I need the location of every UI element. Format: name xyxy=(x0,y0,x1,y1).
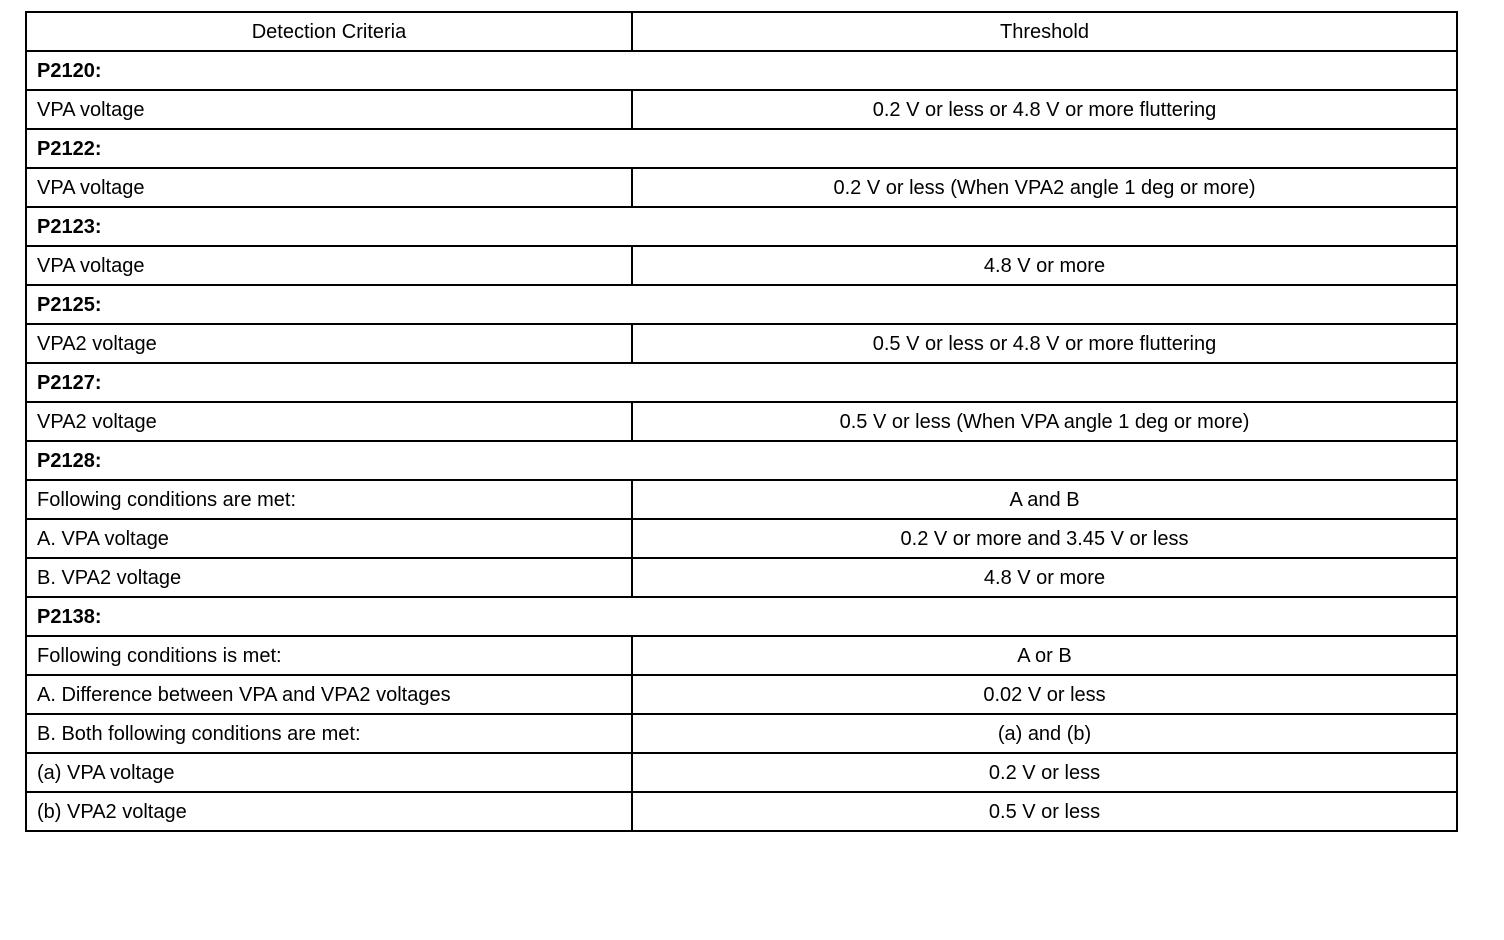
criteria-cell: B. Both following conditions are met: xyxy=(26,714,632,753)
threshold-cell: 0.2 V or less or 4.8 V or more fluttering xyxy=(632,90,1457,129)
dtc-code: P2127: xyxy=(26,363,1457,402)
threshold-cell: 0.5 V or less or 4.8 V or more fluttering xyxy=(632,324,1457,363)
threshold-cell: 0.2 V or less xyxy=(632,753,1457,792)
criteria-cell: VPA2 voltage xyxy=(26,402,632,441)
threshold-cell: 0.5 V or less xyxy=(632,792,1457,831)
table-row xyxy=(26,636,1457,675)
dtc-code-row xyxy=(26,51,1457,90)
table-body xyxy=(26,51,1457,831)
table-row xyxy=(26,168,1457,207)
threshold-cell: 0.5 V or less (When VPA angle 1 deg or more) xyxy=(632,402,1457,441)
threshold-cell: 0.2 V or less (When VPA2 angle 1 deg or more) xyxy=(632,168,1457,207)
table-row xyxy=(26,675,1457,714)
criteria-cell: B. VPA2 voltage xyxy=(26,558,632,597)
threshold-cell: A or B xyxy=(632,636,1457,675)
dtc-code-row xyxy=(26,441,1457,480)
criteria-cell: A. Difference between VPA and VPA2 voltages xyxy=(26,675,632,714)
table-row xyxy=(26,558,1457,597)
table-header xyxy=(26,12,1457,51)
criteria-cell: VPA voltage xyxy=(26,168,632,207)
threshold-cell: 0.02 V or less xyxy=(632,675,1457,714)
criteria-cell: (b) VPA2 voltage xyxy=(26,792,632,831)
dtc-code: P2128: xyxy=(26,441,1457,480)
header-row xyxy=(26,12,1457,51)
dtc-code-row xyxy=(26,285,1457,324)
column-header-threshold: Threshold xyxy=(632,12,1457,51)
table-row xyxy=(26,402,1457,441)
criteria-cell: (a) VPA voltage xyxy=(26,753,632,792)
dtc-code: P2120: xyxy=(26,51,1457,90)
dtc-code: P2138: xyxy=(26,597,1457,636)
table-row xyxy=(26,246,1457,285)
threshold-cell: 4.8 V or more xyxy=(632,246,1457,285)
criteria-cell: A. VPA voltage xyxy=(26,519,632,558)
criteria-cell: VPA voltage xyxy=(26,90,632,129)
table-row xyxy=(26,753,1457,792)
table-row xyxy=(26,324,1457,363)
criteria-cell: VPA voltage xyxy=(26,246,632,285)
table-row xyxy=(26,480,1457,519)
criteria-cell: Following conditions is met: xyxy=(26,636,632,675)
dtc-code: P2123: xyxy=(26,207,1457,246)
dtc-code: P2125: xyxy=(26,285,1457,324)
dtc-code-row xyxy=(26,597,1457,636)
threshold-cell: 0.2 V or more and 3.45 V or less xyxy=(632,519,1457,558)
threshold-cell: A and B xyxy=(632,480,1457,519)
table-row xyxy=(26,90,1457,129)
criteria-cell: VPA2 voltage xyxy=(26,324,632,363)
column-header-detection-criteria: Detection Criteria xyxy=(26,12,632,51)
criteria-cell: Following conditions are met: xyxy=(26,480,632,519)
table-row xyxy=(26,714,1457,753)
dtc-code-row xyxy=(26,363,1457,402)
table-row xyxy=(26,519,1457,558)
dtc-code: P2122: xyxy=(26,129,1457,168)
table-row xyxy=(26,792,1457,831)
detection-criteria-table xyxy=(25,11,1458,832)
threshold-cell: 4.8 V or more xyxy=(632,558,1457,597)
threshold-cell: (a) and (b) xyxy=(632,714,1457,753)
dtc-code-row xyxy=(26,129,1457,168)
dtc-code-row xyxy=(26,207,1457,246)
